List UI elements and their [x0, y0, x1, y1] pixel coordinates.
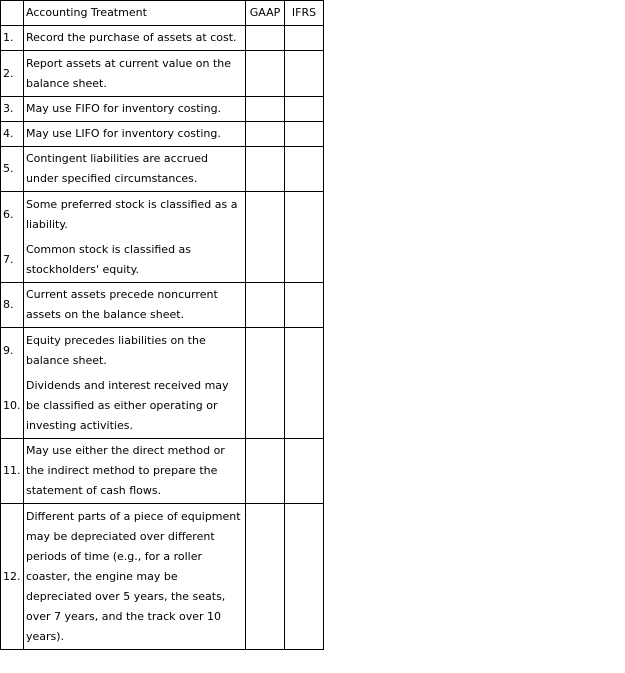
row-text: Record the purchase of assets at cost. — [24, 26, 246, 51]
row-number: 9. — [3, 343, 14, 357]
row-number: 3. — [1, 97, 24, 122]
table-row — [1, 504, 324, 650]
gaap-check-cell[interactable] — [246, 328, 285, 439]
row-text: May use either the direct method or the indirect method to prepare the statement of cash flows. — [24, 439, 246, 504]
row-text: Different parts of a piece of equipment may be depreciated over different periods of time (e.g., for a roller coaster, the engine may be depreciated over 5 years, the seats, over 7 years, and the track over 10 years). — [24, 504, 246, 650]
table-row-group — [1, 192, 324, 283]
row-number: 11. — [1, 439, 24, 504]
ifrs-header: IFRS — [285, 1, 324, 26]
ifrs-check-cell[interactable] — [285, 192, 324, 283]
gaap-check-cell[interactable] — [246, 97, 285, 122]
row-number: 5. — [1, 147, 24, 192]
row-number: 10. — [3, 398, 21, 412]
ifrs-check-cell[interactable] — [285, 147, 324, 192]
row-number-stack — [1, 192, 24, 283]
ifrs-check-cell[interactable] — [285, 51, 324, 97]
row-text: Report assets at current value on the balance sheet. — [24, 51, 246, 97]
gaap-check-cell[interactable] — [246, 504, 285, 650]
row-text: Common stock is classified as stockholders' equity. — [26, 242, 192, 276]
gaap-check-cell[interactable] — [246, 439, 285, 504]
gaap-check-cell[interactable] — [246, 122, 285, 147]
row-text-stack — [24, 192, 246, 283]
row-text: Some preferred stock is classified as a liability. — [26, 197, 238, 231]
row-text: May use FIFO for inventory costing. — [24, 97, 246, 122]
table-row — [1, 97, 324, 122]
row-text: Contingent liabilities are accrued under specified circumstances. — [24, 147, 246, 192]
table-row-group — [1, 328, 324, 439]
row-number: 6. — [3, 207, 14, 221]
gaap-check-cell[interactable] — [246, 26, 285, 51]
ifrs-check-cell[interactable] — [285, 504, 324, 650]
table-row — [1, 439, 324, 504]
row-text: Dividends and interest received may be classified as either operating or investing activities. — [26, 378, 229, 432]
row-number: 1. — [1, 26, 24, 51]
gaap-check-cell[interactable] — [246, 51, 285, 97]
table-row — [1, 283, 324, 328]
ifrs-check-cell[interactable] — [285, 328, 324, 439]
row-number: 4. — [1, 122, 24, 147]
gaap-check-cell[interactable] — [246, 147, 285, 192]
row-number: 8. — [1, 283, 24, 328]
row-number: 2. — [1, 51, 24, 97]
row-text: May use LIFO for inventory costing. — [24, 122, 246, 147]
table-row — [1, 147, 324, 192]
gaap-check-cell[interactable] — [246, 283, 285, 328]
row-text: Current assets precede noncurrent assets on the balance sheet. — [24, 283, 246, 328]
row-number-stack — [1, 328, 24, 439]
gaap-check-cell[interactable] — [246, 192, 285, 283]
row-number: 7. — [3, 252, 14, 266]
treatment-header: Accounting Treatment — [24, 1, 246, 26]
gaap-header: GAAP — [246, 1, 285, 26]
row-text-stack — [24, 328, 246, 439]
ifrs-check-cell[interactable] — [285, 97, 324, 122]
ifrs-check-cell[interactable] — [285, 283, 324, 328]
row-text: Equity precedes liabilities on the balance sheet. — [26, 333, 206, 367]
header-row — [1, 1, 324, 26]
ifrs-check-cell[interactable] — [285, 439, 324, 504]
table-row — [1, 122, 324, 147]
number-header — [1, 1, 24, 26]
table-row — [1, 26, 324, 51]
ifrs-check-cell[interactable] — [285, 122, 324, 147]
table-row — [1, 51, 324, 97]
row-number: 12. — [1, 504, 24, 650]
ifrs-check-cell[interactable] — [285, 26, 324, 51]
